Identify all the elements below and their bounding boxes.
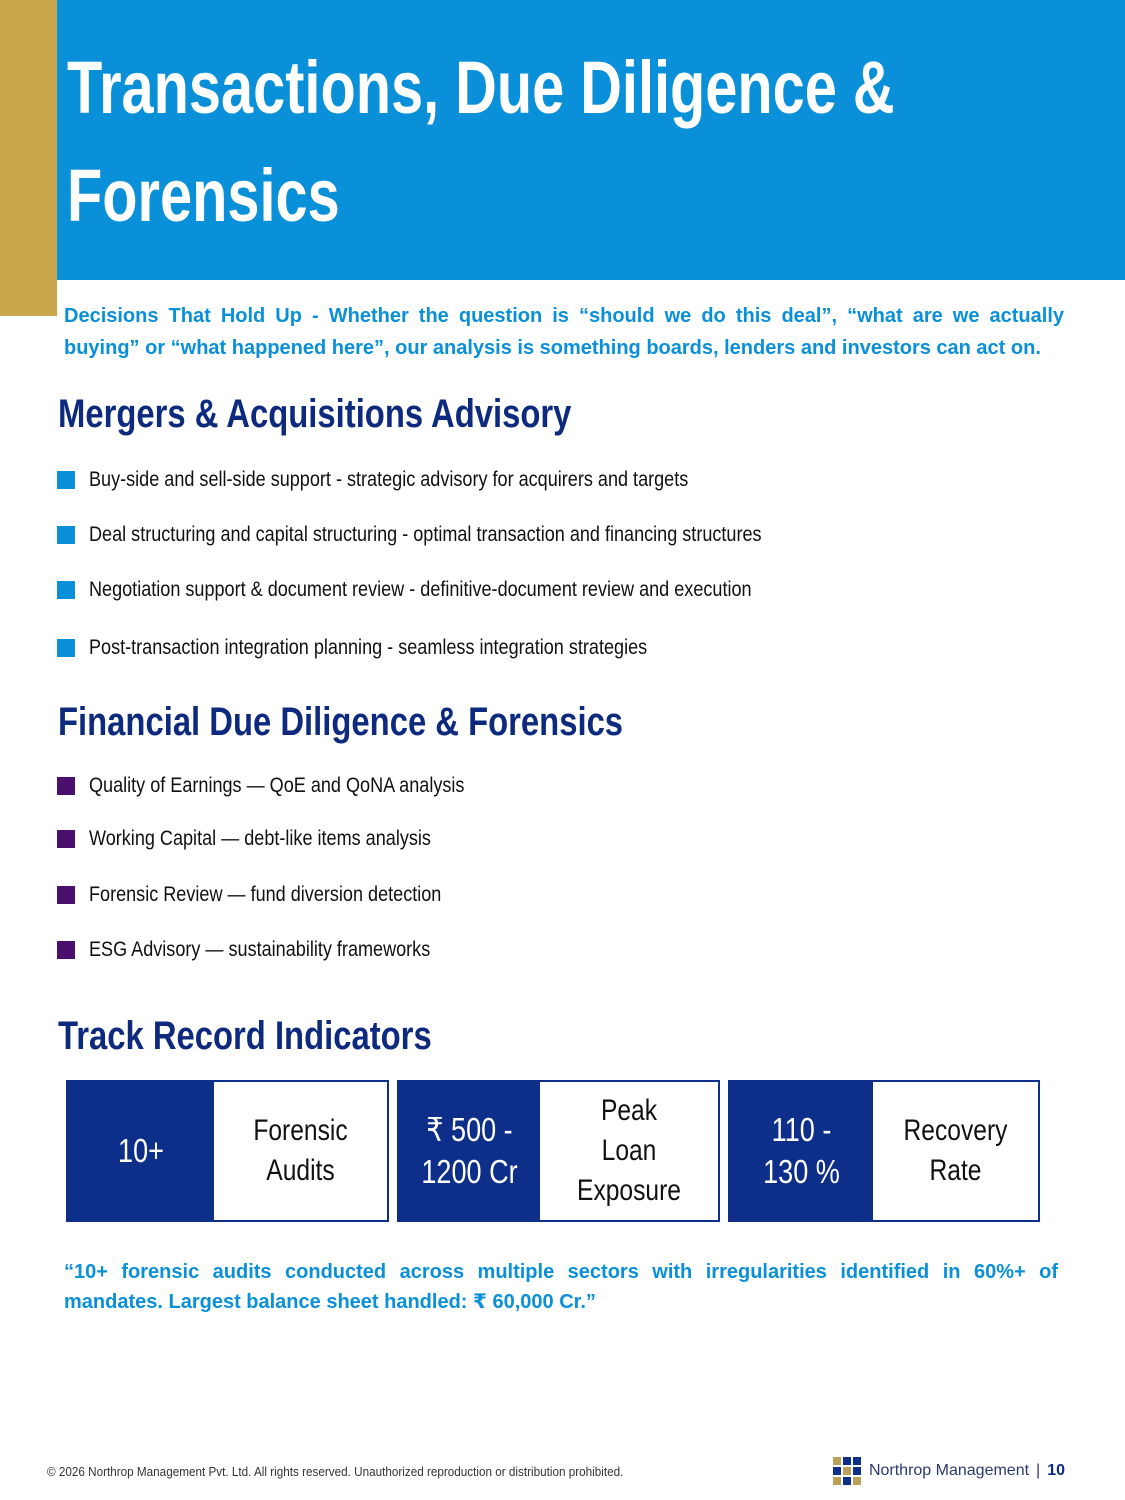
blue-square-bullet-icon (57, 581, 75, 599)
fdd-section-heading: Financial Due Diligence & Forensics (58, 700, 624, 744)
page-title: Transactions, Due Diligence & Forensics (67, 46, 895, 237)
list-item (57, 936, 526, 964)
list-item-text: Negotiation support & document review - definitive-document review and execution (89, 578, 752, 601)
blue-square-bullet-icon (57, 639, 75, 657)
list-item-text: Forensic Review — fund diversion detection (89, 883, 442, 906)
metric-label: Recovery Rate (873, 1082, 1038, 1220)
metric-label: Forensic Audits (214, 1082, 387, 1220)
list-item-text: Working Capital — debt-like items analysis (89, 827, 431, 850)
list-item (57, 521, 871, 549)
list-item-text: Deal structuring and capital structuring - optimal transaction and financing structures (89, 523, 762, 546)
track-record-heading: Track Record Indicators (58, 1014, 432, 1058)
ma-section-heading: Mergers & Acquisitions Advisory (58, 392, 572, 436)
metric-card-peak-loan-exposure (397, 1080, 720, 1222)
footer-separator: | (1036, 1462, 1041, 1479)
purple-square-bullet-icon (57, 777, 75, 795)
page-number: 10 (1047, 1462, 1065, 1479)
metric-value: 10+ (68, 1082, 214, 1220)
purple-square-bullet-icon (57, 941, 75, 959)
blue-square-bullet-icon (57, 526, 75, 544)
list-item (57, 825, 526, 853)
footer-copyright: © 2026 Northrop Management Pvt. Ltd. All rights reserved. Unauthorized reproduction or distribution prohibited. (47, 1464, 624, 1479)
list-item (57, 772, 526, 800)
list-item-text: Buy-side and sell-side support - strategic advisory for acquirers and targets (89, 468, 689, 491)
metrics-row (66, 1080, 1040, 1222)
list-item-text: ESG Advisory — sustainability frameworks (89, 938, 431, 961)
footer-brand-name: Northrop Management (868, 1462, 1030, 1479)
list-item-text: Quality of Earnings — QoE and QoNA analysis (89, 774, 465, 797)
footer-brand (833, 1457, 1065, 1485)
purple-square-bullet-icon (57, 886, 75, 904)
fdd-list (57, 772, 526, 964)
metric-value: ₹ 500 - 1200 Cr (399, 1082, 540, 1220)
list-item-text: Post-transaction integration planning - seamless integration strategies (89, 636, 648, 659)
metric-value: 110 - 130 % (730, 1082, 873, 1220)
blue-square-bullet-icon (57, 471, 75, 489)
northrop-logo-icon (833, 1457, 861, 1485)
purple-square-bullet-icon (57, 830, 75, 848)
list-item (57, 634, 871, 662)
track-record-quote: “10+ forensic audits conducted across multiple sectors with irregularities identified in 60%+ of mandates. Largest balance sheet handled: ₹ 60,000 Cr.” (64, 1261, 1058, 1313)
metric-label: Peak Loan Exposure (540, 1082, 718, 1220)
metric-card-forensic-audits (66, 1080, 389, 1222)
list-item (57, 881, 526, 909)
list-item (57, 576, 871, 604)
list-item (57, 466, 871, 494)
intro-paragraph: Decisions That Hold Up - Whether the question is “should we do this deal”, “what are we actually buying” or “what happened here”, our analysis is something boards, lenders and investors can act on. (64, 305, 1064, 359)
metric-card-recovery-rate (728, 1080, 1040, 1222)
ma-list (57, 466, 871, 662)
gold-accent-bar (0, 0, 57, 316)
